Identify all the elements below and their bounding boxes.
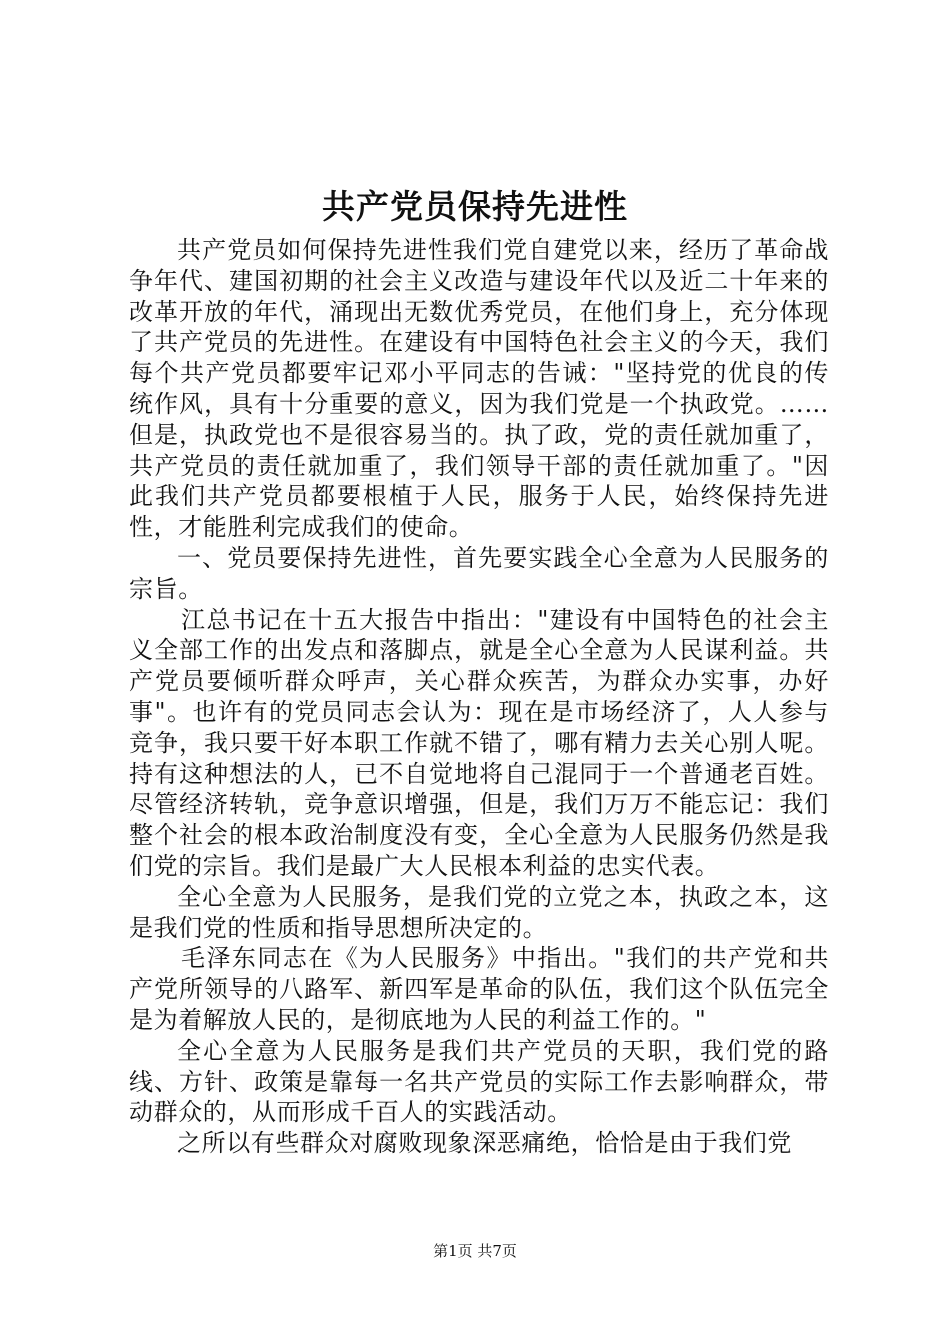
paragraph-intro: 共产党员如何保持先进性我们党自建党以来，经历了革命战争年代、建国初期的社会主义改造与建设年代以及近二十年来的改革开放的年代，涌现出无数优秀党员，在他们身上，充分体现了共产党员的先进性。在建设有中国特色社会主义的今天，我们每个共产党员都要牢记邓小平同志的告诫："坚持党的优良的传统作风，具有十分重要的意义，因为我们党是一个执政党。……但是，执政党也不是很容易当的。执了政，党的责任就加重了，共产党员的责任就加重了，我们领导干部的责任就加重了。"因此我们共产党员都要根植于人民，服务于人民，始终保持先进性，才能胜利完成我们的使命。 [129,236,829,542]
paragraph-mao-quote: 毛泽东同志在《为人民服务》中指出。"我们的共产党和共产党所领导的八路军、新四军是革命的队伍，我们这个队伍完全是为着解放人民的，是彻底地为人民的利益工作的。" [129,944,829,1034]
document-body [129,235,829,1159]
paragraph-duty: 全心全意为人民服务是我们共产党员的天职，我们党的路线、方针、政策是靠每一名共产党员的实际工作去影响群众，带动群众的，从而形成千百人的实践活动。 [129,1036,829,1127]
document-title: 共产党员保持先进性 [322,187,628,226]
paragraph-founding-principle: 全心全意为人民服务，是我们党的立党之本，执政之本，这是我们党的性质和指导思想所决定的。 [129,882,829,942]
paragraph-section-one-heading: 一、党员要保持先进性，首先要实践全心全意为人民服务的宗旨。 [129,543,829,603]
paragraph-corruption: 之所以有些群众对腐败现象深恶痛绝，恰恰是由于我们党 [177,1129,792,1158]
page-number-footer: 第1页 共7页 [433,1242,517,1260]
paragraph-jiang-quote: 江总书记在十五大报告中指出："建设有中国特色的社会主义全部工作的出发点和落脚点，就是全心全意为人民谋利益。共产党员要倾听群众呼声，关心群众疾苦，为群众办实事，办好事"。也许有的党员同志会认为：现在是市场经济了，人人参与竞争，我只要干好本职工作就不错了，哪有精力去关心别人呢。持有这种想法的人，已不自觉地将自己混同于一个普通老百姓。尽管经济转轨，竞争意识增强，但是，我们万万不能忘记：我们整个社会的根本政治制度没有变，全心全意为人民服务仍然是我们党的宗旨。我们是最广大人民根本利益的忠实代表。 [129,605,829,880]
